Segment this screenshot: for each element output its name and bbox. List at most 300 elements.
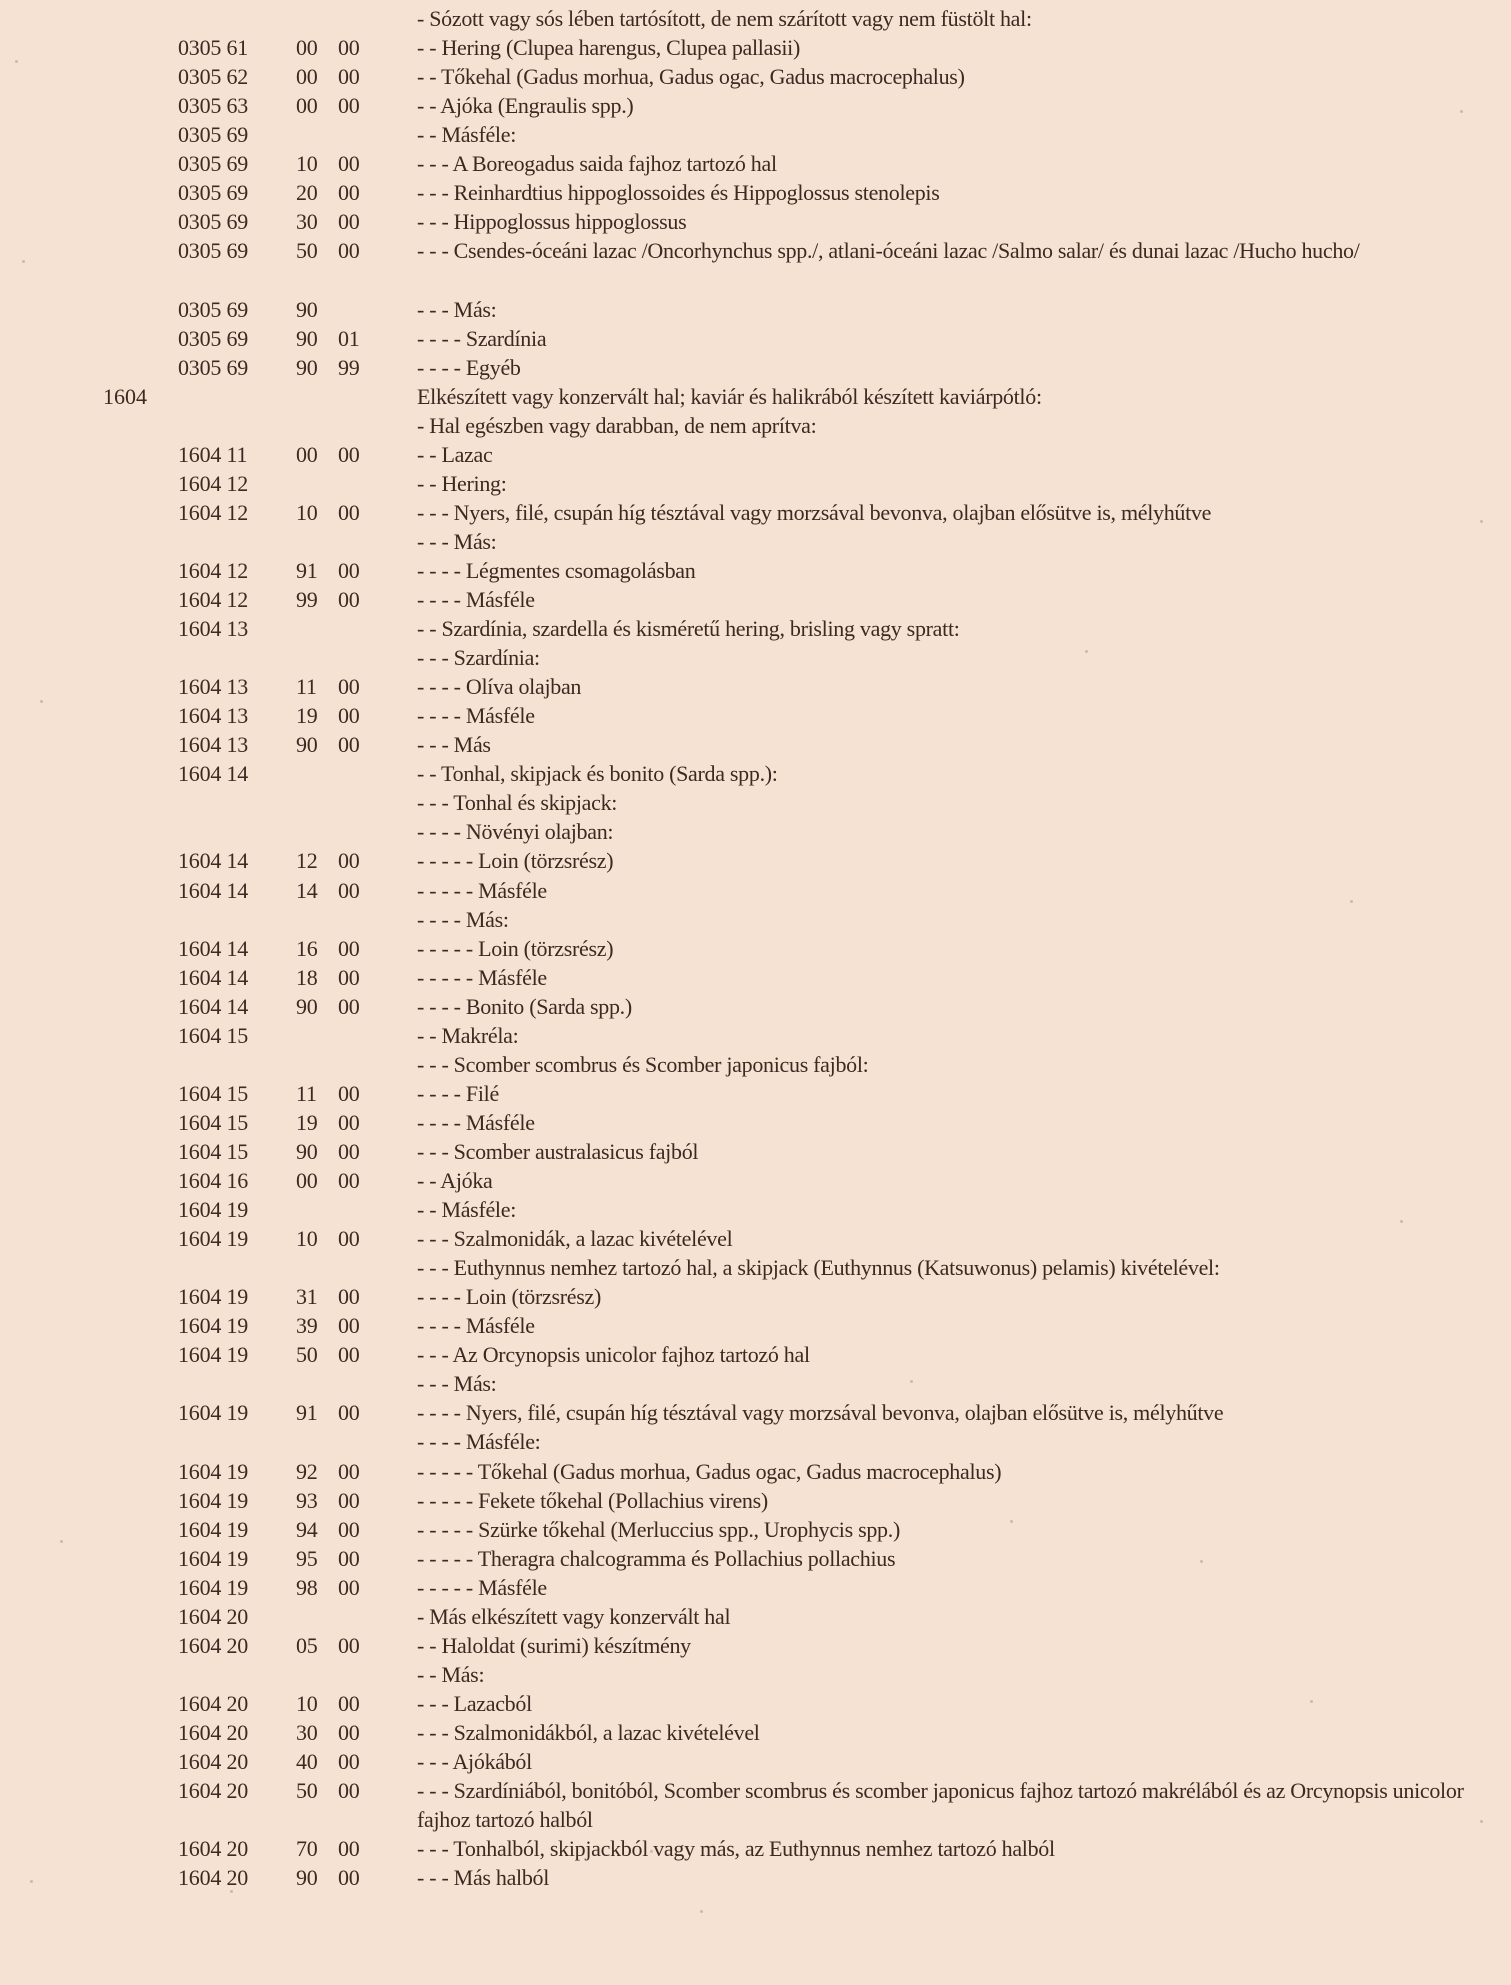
tariff-code (178, 1834, 448, 1863)
paper-speck (22, 260, 25, 263)
tariff-code (178, 498, 448, 527)
item-description: - - - - Másféle: (417, 1429, 541, 1455)
item-description: - - - Csendes-óceáni lazac /Oncorhynchus spp./, atlani-óceáni lazac /Salmo salar/ és dunai lazac /Hucho hucho/ (417, 238, 1360, 264)
code-part-c1: 1604 14 (178, 761, 249, 787)
code-part-c3: 00 (338, 848, 360, 874)
code-part-c3: 00 (338, 1458, 360, 1484)
code-part-c3: 00 (338, 238, 360, 264)
tariff-code (178, 1166, 448, 1195)
table-row (0, 1747, 1511, 1776)
table-row (0, 1544, 1511, 1573)
code-part-c3: 00 (338, 877, 360, 903)
code-part-c2: 95 (296, 1545, 318, 1571)
item-description: - - Lazac (417, 441, 493, 467)
code-part-c1: 1604 19 (178, 1284, 249, 1310)
tariff-code (178, 1398, 448, 1427)
code-part-c2: 50 (296, 238, 318, 264)
item-description: - - Hering: (417, 470, 507, 496)
code-part-c2: 30 (296, 209, 318, 235)
code-part-c1: 0305 69 (178, 296, 249, 322)
tariff-code (178, 440, 448, 469)
table-row (0, 1340, 1511, 1369)
code-part-c3: 00 (338, 1545, 360, 1571)
tariff-code (178, 207, 448, 236)
item-description: - - - - - Fekete tőkehal (Pollachius virens) (417, 1487, 768, 1513)
code-part-c1: 0305 69 (178, 209, 249, 235)
paper-speck (1480, 520, 1483, 523)
code-part-c1: 1604 19 (178, 1574, 249, 1600)
table-row (0, 236, 1511, 294)
code-part-c1: 1604 19 (178, 1487, 249, 1513)
tariff-code (178, 1195, 448, 1224)
code-part-c2: 90 (296, 296, 318, 322)
table-row (0, 1050, 1511, 1079)
table-row (0, 324, 1511, 353)
table-row (0, 1021, 1511, 1050)
code-part-c3: 00 (338, 1138, 360, 1164)
item-description: - - - Lazacból (417, 1690, 532, 1716)
tariff-code (178, 556, 448, 585)
tariff-code (178, 236, 448, 265)
tariff-code (178, 1137, 448, 1166)
code-part-c2: 10 (296, 1690, 318, 1716)
code-part-c3: 00 (338, 151, 360, 177)
code-part-c3: 01 (338, 325, 360, 351)
code-part-c3: 00 (338, 1080, 360, 1106)
table-row (0, 846, 1511, 875)
table-row (0, 411, 1511, 440)
tariff-code (178, 382, 448, 411)
table-row (0, 1282, 1511, 1311)
item-description: - - - Hippoglossus hippoglossus (417, 209, 687, 235)
item-description: - - - - - Másféle (417, 964, 547, 990)
code-part-c1: 1604 12 (178, 558, 249, 583)
code-part-c3: 00 (338, 1284, 360, 1310)
code-part-c1: 1604 15 (178, 1138, 249, 1164)
code-part-c3: 00 (338, 993, 360, 1019)
code-part-c2: 90 (296, 354, 318, 380)
code-part-c3: 00 (338, 1226, 360, 1252)
code-part-c1: 1604 19 (178, 1545, 249, 1571)
table-row (0, 876, 1511, 905)
item-description: - - - - Nyers, filé, csupán híg tésztával vagy morzsával bevonva, olajban elősütve is, mélyhűtve (417, 1400, 1224, 1426)
code-part-c3: 00 (338, 93, 360, 119)
item-description: - - - A Boreogadus saida fajhoz tartozó hal (417, 151, 777, 177)
table-row (0, 149, 1511, 178)
code-part-c3: 00 (338, 1632, 360, 1658)
code-part-c2: 30 (296, 1719, 318, 1745)
table-row (0, 817, 1511, 846)
code-part-c1: 1604 20 (178, 1719, 249, 1745)
code-part-c3: 00 (338, 587, 360, 612)
tariff-code (178, 411, 448, 440)
code-part-c1: 1604 15 (178, 1022, 249, 1048)
code-part-c1: 1604 11 (178, 441, 248, 467)
item-description: - - Szardínia, szardella és kisméretű hering, brisling vagy spratt: (417, 616, 960, 641)
item-description: Elkészített vagy konzervált hal; kaviár és halikrából készített kaviárpótló: (417, 383, 1042, 409)
item-description: - - - - Másféle (417, 587, 535, 612)
item-description: - - - - Szardínia (417, 325, 547, 351)
item-description: - - - - Másféle (417, 703, 535, 729)
item-description: - - Tőkehal (Gadus morhua, Gadus ogac, Gadus macrocephalus) (417, 64, 965, 90)
paper-speck (60, 1540, 63, 1543)
code-part-c2: 16 (296, 935, 318, 961)
tariff-code (178, 1427, 448, 1456)
paper-speck (40, 700, 43, 703)
code-part-c1: 1604 12 (178, 499, 249, 525)
table-row (0, 556, 1511, 585)
code-part-c3: 00 (338, 935, 360, 961)
table-row (0, 1427, 1511, 1456)
code-part-c1: 1604 15 (178, 1080, 249, 1106)
table-row (0, 295, 1511, 324)
code-part-c2: 70 (296, 1836, 318, 1862)
code-part-c2: 11 (296, 674, 317, 700)
code-part-c2: 94 (296, 1516, 318, 1542)
table-row (0, 120, 1511, 149)
table-row (0, 905, 1511, 934)
code-part-c2: 19 (296, 703, 318, 729)
table-row (0, 1224, 1511, 1253)
code-part-c3: 00 (338, 64, 360, 90)
tariff-code (178, 846, 448, 875)
code-part-c2: 31 (296, 1284, 318, 1310)
code-part-c2: 10 (296, 151, 318, 177)
tariff-code (178, 353, 448, 382)
tariff-code (178, 1108, 448, 1137)
code-part-c1: 1604 13 (178, 674, 249, 700)
tariff-code (178, 905, 448, 934)
table-row (0, 730, 1511, 759)
tariff-code (178, 934, 448, 963)
code-part-c2: 39 (296, 1313, 318, 1339)
tariff-code (178, 1776, 448, 1805)
code-part-c1: 1604 20 (178, 1632, 249, 1658)
code-part-c3: 00 (338, 1836, 360, 1862)
table-row (0, 1108, 1511, 1137)
code-part-c2: 91 (296, 558, 318, 583)
code-part-c3: 00 (338, 703, 360, 729)
code-part-c1: 1604 20 (178, 1690, 249, 1716)
item-description: - - - Más (417, 732, 491, 758)
code-part-c2: 40 (296, 1749, 318, 1774)
code-part-c3: 00 (338, 1749, 360, 1774)
item-description: - - - - Légmentes csomagolásban (417, 558, 696, 583)
code-part-c3: 99 (338, 354, 360, 380)
code-part-c1: 1604 19 (178, 1226, 249, 1252)
code-part-c3: 00 (338, 1690, 360, 1716)
tariff-code (178, 527, 448, 556)
tariff-code (178, 1718, 448, 1747)
table-row (0, 91, 1511, 120)
item-description: - - - Szardínia: (417, 645, 540, 671)
code-part-c2: 00 (296, 1168, 318, 1193)
code-part-c1: 1604 19 (178, 1197, 249, 1222)
table-row (0, 62, 1511, 91)
item-description: - - - - Más: (417, 906, 509, 932)
code-part-c3: 00 (338, 1342, 360, 1368)
item-description: - - - - Növényi olajban: (417, 819, 614, 845)
code-part-c1: 0305 63 (178, 93, 249, 119)
paper-speck (1350, 900, 1353, 903)
item-description: - - - Az Orcynopsis unicolor fajhoz tartozó hal (417, 1342, 810, 1368)
tariff-code (178, 62, 448, 91)
table-row (0, 701, 1511, 730)
tariff-code (178, 1224, 448, 1253)
item-description: - - - Nyers, filé, csupán híg tésztával vagy morzsával bevonva, olajban elősütve is, mélyhűtve (417, 499, 1212, 525)
code-part-c2: 14 (296, 877, 318, 903)
code-part-c1: 0305 69 (178, 354, 249, 380)
tariff-code (178, 1369, 448, 1398)
item-description: - - - - - Loin (törzsrész) (417, 848, 614, 874)
code-part-c1: 0305 62 (178, 64, 249, 90)
item-description: - - Ajóka (Engraulis spp.) (417, 93, 634, 119)
code-part-c3: 00 (338, 1109, 360, 1135)
code-part-c2: 90 (296, 993, 318, 1019)
item-description: - - - Scomber scombrus és Scomber japonicus fajból: (417, 1051, 869, 1077)
tariff-code (178, 1515, 448, 1544)
tariff-code (178, 33, 448, 62)
table-row (0, 1457, 1511, 1486)
code-part-c2: 10 (296, 499, 318, 525)
code-part-c2: 19 (296, 1109, 318, 1135)
code-part-c1: 1604 20 (178, 1865, 249, 1891)
table-row (0, 1631, 1511, 1660)
paper-speck (1400, 1220, 1403, 1223)
code-part-c3: 00 (338, 441, 360, 467)
heading-code: 1604 (103, 383, 147, 409)
item-description: - - - - - Tőkehal (Gadus morhua, Gadus ogac, Gadus macrocephalus) (417, 1458, 1002, 1484)
item-description: - - - Szardíniából, bonitóból, Scomber scombrus és scomber japonicus fajhoz tartozó makrélából és az Orcynopsis unicolor fajhoz tartozó halból (417, 1778, 1464, 1832)
tariff-code (178, 1863, 448, 1892)
code-part-c2: 12 (296, 848, 318, 874)
code-part-c2: 50 (296, 1778, 318, 1803)
table-row (0, 1718, 1511, 1747)
code-part-c2: 90 (296, 325, 318, 351)
tariff-code (178, 992, 448, 1021)
item-description: - - Más: (417, 1661, 485, 1687)
code-part-c1: 1604 12 (178, 587, 249, 612)
table-row (0, 1486, 1511, 1515)
tariff-code (178, 295, 448, 324)
code-part-c2: 98 (296, 1574, 318, 1600)
tariff-code (178, 1486, 448, 1515)
item-description: - - - Szalmonidákból, a lazac kivételével (417, 1719, 760, 1745)
paper-speck (1010, 1520, 1013, 1523)
table-row (0, 1398, 1511, 1427)
code-part-c3: 00 (338, 35, 360, 60)
item-description: - - Haloldat (surimi) készítmény (417, 1632, 691, 1658)
code-part-c2: 93 (296, 1487, 318, 1513)
item-description: - - Hering (Clupea harengus, Clupea pallasii) (417, 35, 800, 60)
tariff-code (178, 1079, 448, 1108)
table-row (0, 178, 1511, 207)
tariff-code (178, 149, 448, 178)
table-row (0, 585, 1511, 614)
code-part-c1: 0305 69 (178, 180, 249, 206)
table-row (0, 672, 1511, 701)
table-row (0, 1195, 1511, 1224)
code-part-c3: 00 (338, 1778, 360, 1803)
paper-speck (1085, 650, 1088, 653)
code-part-c1: 1604 14 (178, 964, 249, 990)
code-part-c1: 1604 16 (178, 1168, 249, 1193)
table-row (0, 963, 1511, 992)
code-part-c2: 00 (296, 35, 318, 60)
code-part-c1: 1604 13 (178, 616, 249, 641)
table-row (0, 1253, 1511, 1282)
tariff-code (178, 1282, 448, 1311)
tariff-code (178, 817, 448, 846)
item-description: - - - - - Theragra chalcogramma és Pollachius pollachius (417, 1545, 896, 1571)
table-row (0, 33, 1511, 62)
code-part-c1: 1604 12 (178, 470, 249, 496)
code-part-c2: 00 (296, 64, 318, 90)
tariff-code (178, 1311, 448, 1340)
code-part-c1: 1604 20 (178, 1749, 249, 1774)
tariff-code (178, 614, 448, 643)
tariff-code (178, 1602, 448, 1631)
table-row (0, 1689, 1511, 1718)
table-row (0, 1863, 1511, 1892)
item-description: - - - Szalmonidák, a lazac kivételével (417, 1226, 733, 1252)
code-part-c2: 11 (296, 1080, 317, 1106)
code-part-c2: 90 (296, 1865, 318, 1891)
code-part-c1: 1604 14 (178, 993, 249, 1019)
table-row (0, 992, 1511, 1021)
tariff-code (178, 178, 448, 207)
table-row (0, 4, 1511, 33)
tariff-code (178, 1747, 448, 1776)
code-part-c3: 00 (338, 1313, 360, 1339)
table-row (0, 1311, 1511, 1340)
tariff-code (178, 4, 448, 33)
tariff-code (178, 1689, 448, 1718)
tariff-code (178, 643, 448, 672)
table-row (0, 1834, 1511, 1863)
code-part-c3: 00 (338, 1516, 360, 1542)
paper-speck (1460, 110, 1463, 113)
code-part-c3: 00 (338, 180, 360, 206)
item-description: - - - - - Másféle (417, 1574, 547, 1600)
item-description: - - - Más: (417, 1371, 497, 1397)
code-part-c1: 1604 19 (178, 1516, 249, 1542)
tariff-code (178, 469, 448, 498)
code-part-c2: 90 (296, 732, 318, 758)
tariff-code (178, 963, 448, 992)
code-part-c3: 00 (338, 674, 360, 700)
table-row (0, 1660, 1511, 1689)
tariff-code (178, 701, 448, 730)
item-description: - Más elkészített vagy konzervált hal (417, 1603, 731, 1629)
paper-speck (700, 1910, 703, 1913)
table-row (0, 207, 1511, 236)
code-part-c1: 1604 14 (178, 935, 249, 961)
code-part-c2: 05 (296, 1632, 318, 1658)
table-row (0, 1166, 1511, 1195)
code-part-c1: 1604 13 (178, 703, 249, 729)
tariff-code (178, 672, 448, 701)
item-description: - - Ajóka (417, 1168, 493, 1193)
code-part-c2: 99 (296, 587, 318, 612)
item-description: - - - - - Szürke tőkehal (Merluccius spp., Urophycis spp.) (417, 1516, 900, 1542)
code-part-c3: 00 (338, 1487, 360, 1513)
code-part-c1: 1604 19 (178, 1400, 249, 1426)
table-row (0, 440, 1511, 469)
code-part-c1: 1604 14 (178, 848, 249, 874)
tariff-code (178, 876, 448, 905)
table-row (0, 643, 1511, 672)
code-part-c2: 20 (296, 180, 318, 206)
table-row (0, 788, 1511, 817)
code-part-c1: 1604 19 (178, 1458, 249, 1484)
code-part-c1: 0305 69 (178, 151, 249, 177)
table-row (0, 1079, 1511, 1108)
code-part-c1: 0305 61 (178, 35, 249, 60)
code-part-c3: 00 (338, 732, 360, 758)
code-part-c3: 00 (338, 1400, 360, 1426)
item-description: - - - - Egyéb (417, 354, 521, 380)
table-row (0, 759, 1511, 788)
code-part-c3: 00 (338, 499, 360, 525)
tariff-code (178, 1253, 448, 1282)
tariff-code (178, 788, 448, 817)
paper-speck (15, 60, 18, 63)
code-part-c2: 50 (296, 1342, 318, 1368)
tariff-code (178, 120, 448, 149)
code-part-c1: 1604 20 (178, 1836, 249, 1862)
code-part-c2: 18 (296, 964, 318, 990)
code-part-c1: 0305 69 (178, 122, 249, 148)
code-part-c1: 1604 13 (178, 732, 249, 758)
table-row (0, 382, 1511, 411)
code-part-c1: 1604 15 (178, 1109, 249, 1135)
item-description: - - - Más: (417, 528, 497, 554)
tariff-code (178, 1544, 448, 1573)
code-part-c3: 00 (338, 558, 360, 583)
code-part-c1: 1604 20 (178, 1603, 249, 1629)
paper-speck (650, 1850, 653, 1853)
table-row (0, 469, 1511, 498)
table-row (0, 1137, 1511, 1166)
item-description: - Sózott vagy sós lében tartósított, de nem szárított vagy nem füstölt hal: (417, 6, 1032, 31)
code-part-c2: 91 (296, 1400, 318, 1426)
table-row (0, 498, 1511, 527)
item-description: - - - Euthynnus nemhez tartozó hal, a skipjack (Euthynnus (Katsuwonus) pelamis) kivételével: (417, 1255, 1220, 1281)
tariff-code (178, 1457, 448, 1486)
code-part-c1: 1604 14 (178, 877, 249, 903)
code-part-c2: 92 (296, 1458, 318, 1484)
paper-speck (1480, 1820, 1483, 1823)
tariff-code (178, 1021, 448, 1050)
tariff-code (178, 759, 448, 788)
tariff-code (178, 730, 448, 759)
table-row (0, 1369, 1511, 1398)
item-description: - - - Ajókából (417, 1749, 532, 1774)
table-row (0, 353, 1511, 382)
paper-speck (30, 1880, 33, 1883)
table-row (0, 614, 1511, 643)
item-description: - - - Tonhalból, skipjackból vagy más, az Euthynnus nemhez tartozó halból (417, 1836, 1055, 1862)
table-row (0, 1573, 1511, 1602)
paper-speck (1200, 1560, 1203, 1563)
code-part-c1: 1604 19 (178, 1342, 249, 1368)
code-part-c2: 90 (296, 1138, 318, 1164)
code-part-c3: 00 (338, 964, 360, 990)
code-part-c3: 00 (338, 1168, 360, 1193)
tariff-code (178, 1050, 448, 1079)
tariff-code (178, 585, 448, 614)
